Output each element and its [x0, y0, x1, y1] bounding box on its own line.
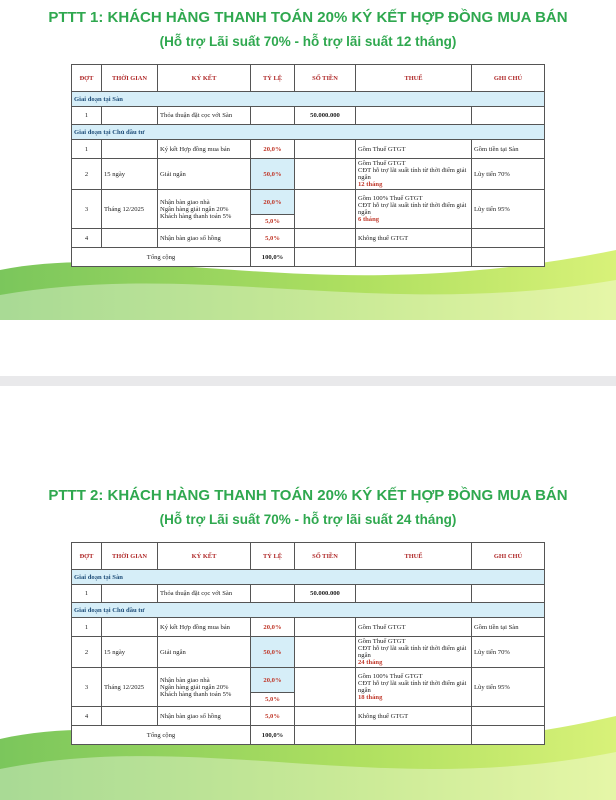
stage-label: Giai đoạn tại Chủ đầu tư	[72, 603, 545, 618]
col-header-thoigian: THỜI GIAN	[102, 65, 158, 92]
col-header-dot: ĐỢT	[72, 65, 102, 92]
table-row: 4 Nhận bàn giao sổ hồng 5,0% Không thuế GTGT	[72, 229, 545, 248]
plan-title: PTTT 2: KHÁCH HÀNG THANH TOÁN 20% KÝ KẾT HỢP ĐỒNG MUA BÁN	[48, 487, 568, 504]
col-header-ghichu: GHI CHÚ	[472, 543, 545, 570]
plan-subtitle: (Hỗ trợ Lãi suất 70% - hỗ trợ lãi suất 12 tháng)	[159, 34, 457, 49]
table-row: 1 Thỏa thuận đặt cọc với Sàn 50.000.000	[72, 585, 545, 603]
table-row: 3 Tháng 12/2025 Nhận bàn giao nhà Ngân hàng giải ngân 20% Khách hàng thanh toán 5% 20,0% Gồm 100% Thuế GTGT CĐT hỗ trợ lãi suất tính từ thời điểm giải ngân 6 tháng Lũy tiến 95%	[72, 190, 545, 215]
col-header-kyket: KÝ KẾT	[158, 543, 251, 570]
col-header-dot: ĐỢT	[72, 543, 102, 570]
table-row: 1 Ký kết Hợp đồng mua bán 20,0% Gồm Thuế GTGT Gồm tiền tại Sàn	[72, 618, 545, 637]
document-page-2	[0, 386, 616, 800]
table-row: 3 Tháng 12/2025 Nhận bàn giao nhà Ngân hàng giải ngân 20% Khách hàng thanh toán 5% 20,0% Gồm 100% Thuế GTGT CĐT hỗ trợ lãi suất tính từ thời điểm giải ngân 18 tháng Lũy tiến 95%	[72, 668, 545, 693]
col-header-kyket: KÝ KẾT	[158, 65, 251, 92]
col-header-ghichu: GHI CHÚ	[472, 65, 545, 92]
table-row: 2 15 ngày Giải ngân 50,0% Gồm Thuế GTGT CĐT hỗ trợ lãi suất tính từ thời điểm giải ngân 12 tháng Lũy tiến 70%	[72, 159, 545, 190]
plan-subtitle: (Hỗ trợ Lãi suất 70% - hỗ trợ lãi suất 24 tháng)	[159, 512, 457, 527]
table-row: 4 Nhận bàn giao sổ hồng 5,0% Không thuế GTGT	[72, 707, 545, 726]
stage-label: Giai đoạn tại Sàn	[72, 92, 545, 107]
plan-title: PTTT 1: KHÁCH HÀNG THANH TOÁN 20% KÝ KẾT HỢP ĐỒNG MUA BÁN	[48, 9, 568, 26]
col-header-thue: THUẾ	[356, 65, 472, 92]
payment-table: ĐỢT THỜI GIAN KÝ KẾT TỶ LỆ SỐ TIỀN THUẾ GHI CHÚ Giai đoạn tại Sàn 1 Thỏa thuận đặt cọc với Sàn 50.000.000 Giai đoạn tại Chủ đầu tư 1 Ký kết Hợp đồng mua bán 20,0% Gồm Thuế GTGT Gồm tiền tại Sàn 2 15 ngày Giải ngân 50,0% Gồm Thuế GTGT CĐT hỗ trợ lãi suất tính từ thời điểm giải ngân 24 tháng Lũy tiến 70% 3 Tháng 12/2025 Nhận bàn giao nhà Ngân hàng giải ngân 20% Khách hàng thanh toán 5% 20,0% Gồm 100% Thuế GTGT CĐT hỗ trợ lãi suất tính từ thời điểm giải ngân 18 tháng Lũy tiến 95% 5,0% 4 Nhận bàn giao sổ hồng 5,0% Không thuế GTGT Tổng cộng 100,0%	[71, 542, 545, 745]
table-row: 1 Thỏa thuận đặt cọc với Sàn 50.000.000	[72, 107, 545, 125]
table-row: 2 15 ngày Giải ngân 50,0% Gồm Thuế GTGT CĐT hỗ trợ lãi suất tính từ thời điểm giải ngân 24 tháng Lũy tiến 70%	[72, 637, 545, 668]
total-row: Tổng cộng 100,0%	[72, 726, 545, 745]
col-header-sotien: SỐ TIỀN	[295, 543, 356, 570]
total-row: Tổng cộng 100,0%	[72, 248, 545, 267]
col-header-tyle: TỶ LỆ	[251, 65, 295, 92]
stage-label: Giai đoạn tại Chủ đầu tư	[72, 125, 545, 140]
document-page-1	[0, 0, 616, 376]
col-header-tyle: TỶ LỆ	[251, 543, 295, 570]
col-header-thue: THUẾ	[356, 543, 472, 570]
table-row: 1 Ký kết Hợp đồng mua bán 20,0% Gồm Thuế GTGT Gồm tiền tại Sàn	[72, 140, 545, 159]
payment-table: ĐỢT THỜI GIAN KÝ KẾT TỶ LỆ SỐ TIỀN THUẾ GHI CHÚ Giai đoạn tại Sàn 1 Thỏa thuận đặt cọc với Sàn 50.000.000 Giai đoạn tại Chủ đầu tư 1 Ký kết Hợp đồng mua bán 20,0% Gồm Thuế GTGT Gồm tiền tại Sàn 2 15 ngày Giải ngân 50,0% Gồm Thuế GTGT CĐT hỗ trợ lãi suất tính từ thời điểm giải ngân 12 tháng Lũy tiến 70% 3 Tháng 12/2025 Nhận bàn giao nhà Ngân hàng giải ngân 20% Khách hàng thanh toán 5% 20,0% Gồm 100% Thuế GTGT CĐT hỗ trợ lãi suất tính từ thời điểm giải ngân 6 tháng Lũy tiến 95% 5,0% 4 Nhận bàn giao sổ hồng 5,0% Không thuế GTGT Tổng cộng 100,0%	[71, 64, 545, 267]
col-header-sotien: SỐ TIỀN	[295, 65, 356, 92]
stage-label: Giai đoạn tại Sàn	[72, 570, 545, 585]
col-header-thoigian: THỜI GIAN	[102, 543, 158, 570]
